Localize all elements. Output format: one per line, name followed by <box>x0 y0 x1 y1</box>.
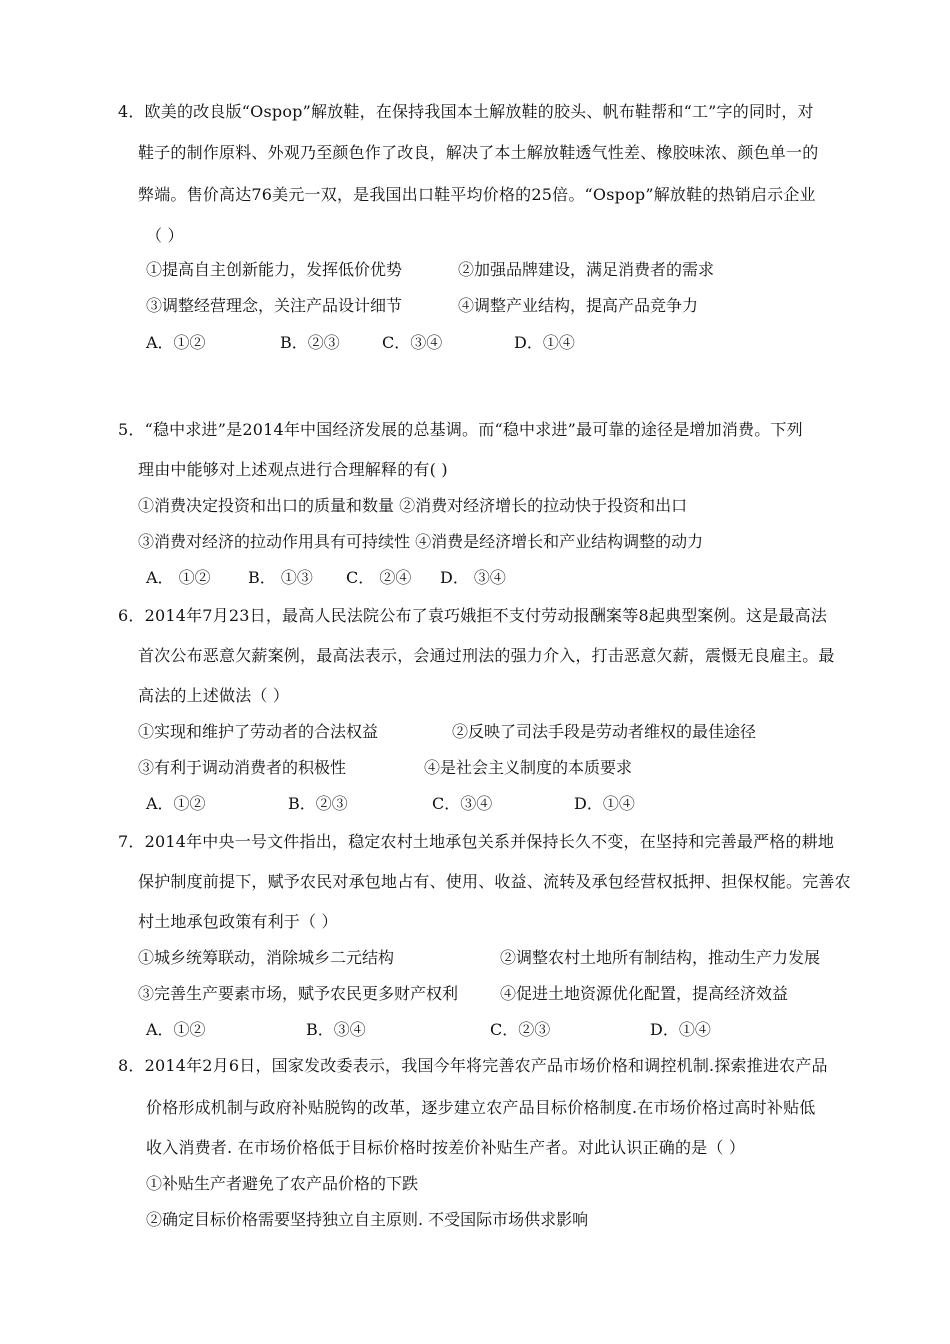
question-4-item-3: ③调整经营理念，关注产品设计细节 <box>146 296 403 315</box>
question-7-item-1: ①城乡统筹联动，消除城乡二元结构 <box>138 948 395 967</box>
question-7-item-2: ②调整农村土地所有制结构，推动生产力发展 <box>500 948 821 967</box>
question-5-choice-d: D． ③④ <box>440 568 506 587</box>
question-6-stem-line-2: 首次公布恶意欠薪案例，最高法表示，会通过刑法的强力介入，打击恶意欠薪，震慑无良雇主。最 <box>138 646 835 665</box>
question-4-choice-a: A．①② <box>146 333 206 352</box>
question-8-item-1: ①补贴生产者避免了农产品价格的下跌 <box>146 1174 419 1193</box>
question-4-choice-d: D．①④ <box>514 333 575 352</box>
question-7-item-4: ④促进土地资源优化配置，提高经济效益 <box>500 984 789 1003</box>
question-7-stem-line-2: 保护制度前提下，赋予农民对承包地占有、使用、收益、流转及承包经营权抵押、担保权能。完善农 <box>138 872 851 891</box>
question-8-stem-line-3: 收入消费者. 在市场价格低于目标价格时按差价补贴生产者。对此认识正确的是（ ） <box>146 1138 746 1157</box>
question-5-choice-a: A． ①② <box>146 568 211 587</box>
question-4-item-2: ②加强品牌建设，满足消费者的需求 <box>458 260 715 279</box>
question-6-item-1: ①实现和维护了劳动者的合法权益 <box>138 722 379 741</box>
question-5-items-line-2: ③消费对经济的拉动作用具有可持续性 ④消费是经济增长和产业结构调整的动力 <box>138 532 704 551</box>
question-7-choice-c: C．②③ <box>490 1020 551 1039</box>
question-5-stem-line-1: 5．“稳中求进”是2014年中国经济发展的总基调。而“稳中求进”最可靠的途径是增加消费。下列 <box>118 420 803 439</box>
question-7-choice-d: D．①④ <box>650 1020 711 1039</box>
question-4-stem-line-3: 弊端。售价高达76美元一双，是我国出口鞋平均价格的25倍。“Ospop”解放鞋的热销启示企业 <box>138 185 816 204</box>
question-7-choice-a: A．①② <box>146 1020 206 1039</box>
question-6-choice-b: B．②③ <box>288 794 348 813</box>
question-8-stem-line-2: 价格形成机制与政府补贴脱钩的改革，逐步建立农产品目标价格制度.在市场价格过高时补贴低 <box>146 1098 816 1117</box>
question-6-choice-d: D．①④ <box>574 794 635 813</box>
question-7-choice-b: B．③④ <box>306 1020 366 1039</box>
question-5-stem-line-2: 理由中能够对上述观点进行合理解释的有( ) <box>138 460 448 479</box>
question-4-choice-b: B．②③ <box>280 333 340 352</box>
question-6-choice-a: A．①② <box>146 794 206 813</box>
question-5-items-line-1: ①消费决定投资和出口的质量和数量 ②消费对经济增长的拉动快于投资和出口 <box>138 496 688 515</box>
question-5-choice-c: C． ②④ <box>346 568 412 587</box>
question-8-stem-line-1: 8．2014年2月6日，国家发改委表示，我国今年将完善农产品市场价格和调控机制.探索推进农产品 <box>118 1056 828 1075</box>
question-4-item-1: ①提高自主创新能力，发挥低价优势 <box>146 260 403 279</box>
question-4-stem-line-1: 4．欧美的改良版“Ospop”解放鞋，在保持我国本土解放鞋的胶头、帆布鞋帮和“工”字的同时，对 <box>118 102 814 121</box>
question-4-item-4: ④调整产业结构，提高产品竞争力 <box>458 296 699 315</box>
question-6-item-4: ④是社会主义制度的本质要求 <box>424 758 633 777</box>
question-5-choice-b: B． ①③ <box>248 568 313 587</box>
question-6-choice-c: C．③④ <box>432 794 493 813</box>
question-8-item-2: ②确定目标价格需要坚持独立自主原则. 不受国际市场供求影响 <box>146 1210 589 1229</box>
question-4-answer-blank: （ ） <box>146 226 184 245</box>
question-4-stem-line-2: 鞋子的制作原料、外观乃至颜色作了改良，解决了本土解放鞋透气性差、橡胶味浓、颜色单一的 <box>138 143 819 162</box>
question-7-stem-line-3: 村土地承包政策有利于（ ） <box>138 912 338 931</box>
question-6-item-3: ③有利于调动消费者的积极性 <box>138 758 347 777</box>
question-6-item-2: ②反映了司法手段是劳动者维权的最佳途径 <box>452 722 757 741</box>
question-4-choice-c: C．③④ <box>382 333 443 352</box>
question-6-stem-line-1: 6．2014年7月23日，最高人民法院公布了袁巧娥拒不支付劳动报酬案等8起典型案例。这是最高法 <box>118 606 828 625</box>
question-7-item-3: ③完善生产要素市场，赋予农民更多财产权利 <box>138 984 459 1003</box>
question-6-stem-line-3: 高法的上述做法（ ） <box>138 686 290 705</box>
question-7-stem-line-1: 7．2014年中央一号文件指出，稳定农村土地承包关系并保持长久不变，在坚持和完善最严格的耕地 <box>118 832 835 851</box>
